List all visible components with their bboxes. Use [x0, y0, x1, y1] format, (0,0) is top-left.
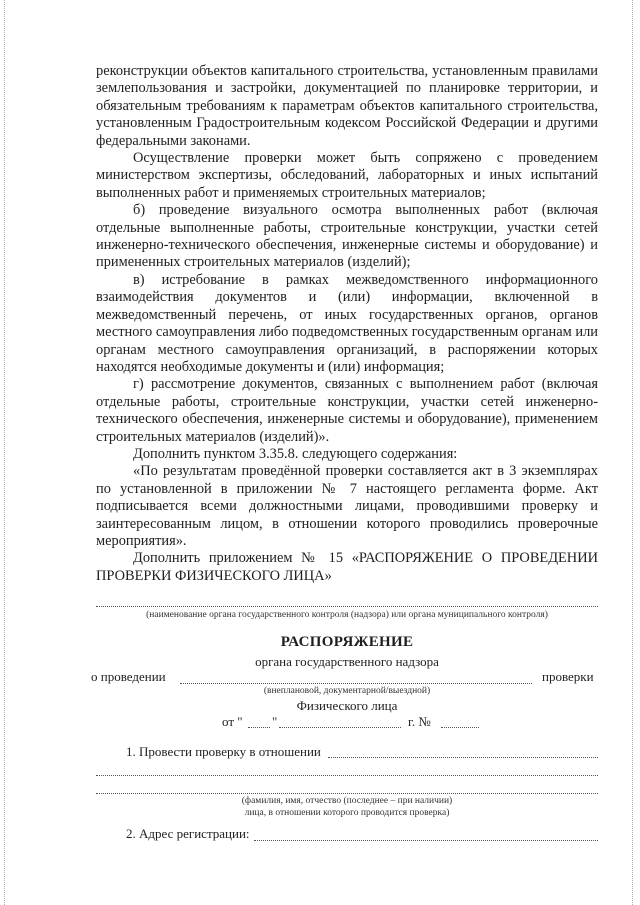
item-2-line: [254, 840, 598, 841]
item-2-label: 2. Адрес регистрации:: [126, 826, 250, 841]
document-body: [96, 63, 598, 585]
item-1-line-2: [96, 775, 598, 776]
date-day-line: [248, 727, 270, 728]
check-type-caption: (внеплановой, документарной/выездной): [263, 686, 431, 696]
paragraph: Дополнить пунктом 3.35.8. следующего содержания:: [133, 445, 458, 462]
name-caption-2: лица, в отношении которого проводится проверка): [244, 808, 450, 818]
paragraph: Дополнить приложением № 15 «РАСПОРЯЖЕНИЕ О ПРОВЕДЕНИИ ПРОВЕРКИ ФИЗИЧЕСКОГО ЛИЦА»: [96, 550, 598, 584]
order-number-line: [441, 727, 479, 728]
org-name-caption: (наименование органа государственного контроля (надзора) или органа муниципального контроля): [146, 610, 548, 620]
form-title: РАСПОРЯЖЕНИЕ: [280, 634, 414, 650]
date-suffix: г. №: [408, 714, 431, 729]
about-suffix: проверки: [542, 669, 594, 684]
name-caption-1: (фамилия, имя, отчество (последнее – при наличии): [241, 796, 453, 806]
item-1-label: 1. Провести проверку в отношении: [126, 744, 321, 759]
left-page-edge: [4, 0, 7, 905]
about-prefix: о проведении: [91, 669, 166, 684]
item-1-line: [328, 757, 598, 758]
right-page-edge: [632, 0, 635, 905]
paragraph: Осуществление проверки может быть сопряжено с проведением министерством экспертизы, обследований, лабораторных и иных испытаний выполненных работ и применяемых строительных материалов;: [96, 150, 598, 201]
date-month-line: [279, 727, 401, 728]
paragraph: б) проведение визуального осмотра выполненных работ (включая отдельные выполненные работы, строительные конструкции, участки сетей инженерно-технического обеспечения, инженерные системы и оборудование) и примененных строительных материалов (изделий);: [96, 202, 598, 271]
org-name-line: [96, 606, 598, 607]
paragraph: «По результатам проведённой проверки составляется акт в 3 экземплярах по установленной в приложении № 7 настоящего регламента форме. Акт подписывается всеми должностными лицами, проводившими проверку и заинтересованным лицом, в отношении которого проводились проверочные мероприятия».: [96, 463, 598, 549]
paragraph: г) рассмотрение документов, связанных с выполнением работ (включая отдельные работы, строительные конструкции, участки сетей инженерно-технического обеспечения, инженерные системы и оборудование), применением строительных материалов (изделий)».: [96, 376, 598, 445]
person-type: Физического лица: [296, 698, 398, 713]
date-prefix: от ": [222, 714, 243, 729]
date-mid: ": [272, 714, 278, 729]
check-type-line: [180, 683, 532, 684]
item-1-line-3: [96, 793, 598, 794]
paragraph: в) истребование в рамках межведомственного информационного взаимодействия документов и (или) информации, включенной в межведомственный перечень, от иных государственных органов, органов местного самоуправления либо подведомственных государственным органам или органам местного самоуправления организаций, в распоряжении которых находятся необходимые документы и (или) информация;: [96, 271, 598, 375]
form-subtitle: органа государственного надзора: [255, 654, 439, 669]
paragraph: реконструкции объектов капитального строительства, установленным правилами землепользования и застройки, документацией по планировке территории, и обязательным требованиям к параметрам объектов капитального строительства, установленным Градостроительным кодексом Российской Федерации и другими федеральными законами.: [96, 63, 598, 149]
